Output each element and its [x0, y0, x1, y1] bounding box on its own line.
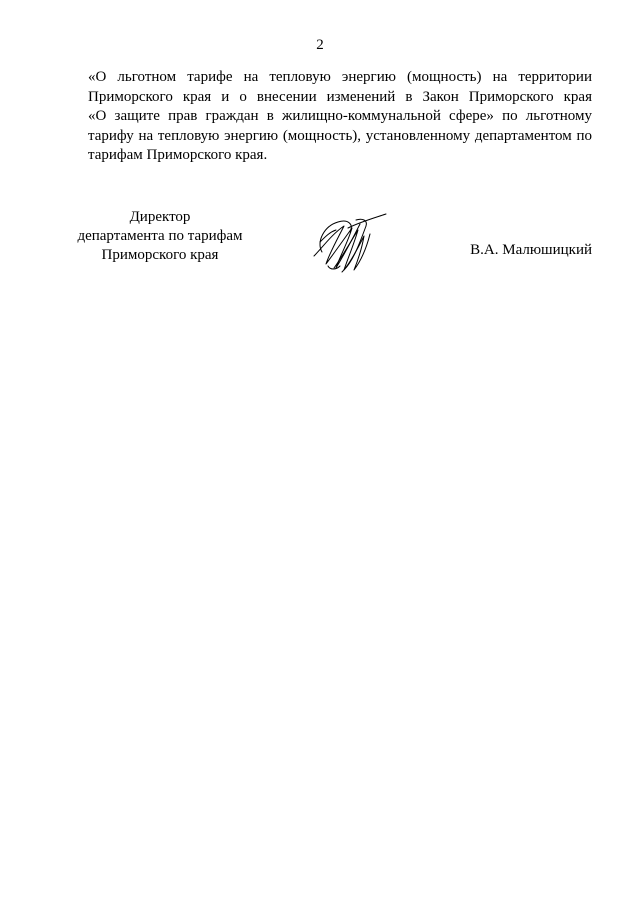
body-line-4: тарифу на тепловую энергию (мощность), установленному департаментом по [88, 127, 592, 144]
body-line-1: «О льготном тарифе на тепловую энергию (мощность) на территории [88, 69, 592, 85]
page-number: 2 [316, 37, 324, 53]
signer-name: В.А. Малюшицкий [470, 242, 592, 258]
position-region: Приморского края [101, 247, 219, 263]
body-paragraph [88, 68, 592, 166]
signatory-position [60, 208, 260, 265]
signature-icon [308, 212, 392, 278]
body-line-5: тарифам Приморского края. [88, 147, 268, 163]
position-department: департамента по тарифам [77, 228, 243, 244]
body-line-3: «О защите прав граждан в жилищно-коммунальной сфере» по льготному [88, 108, 592, 124]
body-line-2: Приморского края и о внесении изменений в Закон Приморского края [88, 88, 592, 105]
position-title: Директор [129, 209, 191, 225]
